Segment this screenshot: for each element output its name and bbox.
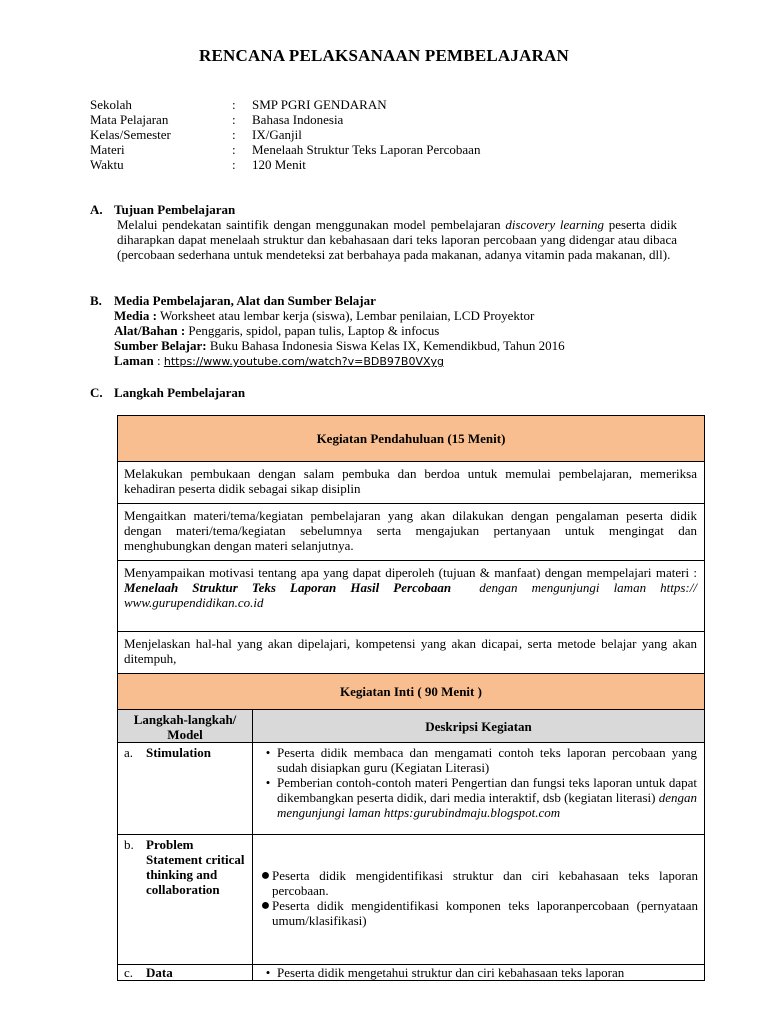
section-title: Tujuan Pembelajaran <box>114 202 236 217</box>
section-letter: A. <box>90 202 103 217</box>
laman-sep: : <box>153 353 164 368</box>
pendahuluan-activity-2: Mengaitkan materi/tema/kegiatan pembelajaran yang akan dilakukan dengan pengalaman peserta didik dengan materi/tema/kegiatan sebelumnya serta mengajukan pertanyaan untuk mengingat dan menghubungkan dengan materi selanjutnya. <box>118 503 704 560</box>
identity-row-material <box>90 142 480 157</box>
pendahuluan-header: Kegiatan Pendahuluan (15 Menit) <box>118 416 704 461</box>
bullet-icon: ● <box>260 867 271 884</box>
step-name: Stimulation <box>146 745 212 760</box>
identity-row-subject <box>90 112 480 127</box>
learning-steps-table <box>117 415 705 981</box>
laman-line <box>114 353 684 368</box>
step-letter: b. <box>124 837 134 852</box>
bullet-text: Peserta didik mengidentifikasi struktur dan ciri kebahasaan teks laporan percobaan. <box>272 868 698 898</box>
pendahuluan-activity-1: Melakukan pembukaan dengan salam pembuka dan berdoa untuk memulai pembelajaran, memeriksa kehadiran peserta didik sebagai sikap disiplin <box>118 461 704 503</box>
identity-value: Bahasa Indonesia <box>252 112 344 127</box>
step-name: Data <box>146 965 173 980</box>
bullet-icon: ● <box>260 897 271 914</box>
bullet-icon: • <box>265 965 271 980</box>
laman-label: Laman <box>114 353 154 368</box>
section-title: Langkah Pembelajaran <box>114 385 246 400</box>
step-description-cell <box>253 965 704 980</box>
material-title: Menelaah Struktur Teks Laporan Hasil Percobaan <box>124 580 452 595</box>
alat-line <box>114 323 684 338</box>
step-row-problem-statement <box>118 834 704 964</box>
sumber-value: Buku Bahasa Indonesia Siswa Kelas IX, Kemendikbud, Tahun 2016 <box>206 338 565 353</box>
document-title: RENCANA PELAKSANAAN PEMBELAJARAN <box>198 46 570 65</box>
sumber-line <box>114 338 684 353</box>
identity-colon: : <box>232 112 236 127</box>
step-description-cell <box>253 743 704 834</box>
step-label-cell <box>118 965 253 980</box>
section-b-heading <box>90 293 376 308</box>
step-letter: c. <box>124 965 134 980</box>
section-a-italic-text: discovery learning <box>505 217 604 232</box>
step-name: Problem Statement critical thinking and collaboration <box>146 837 245 897</box>
section-c-heading <box>90 385 245 400</box>
section-a-text-cont: peserta didik diharapkan dapat menelaah struktur dan kebahasaan dari teks laporan percobaan yang didengar atau dibaca (percobaan sederhana untuk mendeteksi zat berbahaya pada makanan, adanya vitamin pada makanan, dll). <box>117 217 677 262</box>
section-title: Media Pembelajaran, Alat dan Sumber Belajar <box>114 293 376 308</box>
inti-column-headers <box>118 709 704 742</box>
bullet-text: Peserta didik membaca dan mengamati contoh teks laporan percobaan yang sudah disiapkan guru (Kegiatan Literasi) <box>277 745 697 775</box>
bullet-text: Peserta didik mengidentifikasi komponen teks laporanpercobaan (pernyataan umum/klasifikasi) <box>272 898 698 928</box>
media-line <box>114 308 684 323</box>
identity-row-time <box>90 157 480 172</box>
alat-value: Penggaris, spidol, papan tulis, Laptop & infocus <box>185 323 440 338</box>
identity-label: Materi <box>90 142 125 157</box>
inti-header: Kegiatan Inti ( 90 Menit ) <box>118 673 704 709</box>
bullet-item <box>259 745 697 775</box>
sumber-label: Sumber Belajar: <box>114 338 207 353</box>
identity-value: IX/Ganjil <box>252 127 302 142</box>
pendahuluan-activity-3 <box>118 560 704 631</box>
step-label <box>124 745 246 760</box>
identity-row-class <box>90 127 480 142</box>
identity-colon: : <box>232 142 236 157</box>
section-a-body <box>117 217 677 262</box>
motivation-text: Menyampaikan motivasi tentang apa yang dapat diperoleh (tujuan & manfaat) dengan mempelajari materi : <box>124 565 697 580</box>
bullet-item <box>259 898 698 928</box>
media-label: Media : <box>114 308 157 323</box>
step-label <box>124 837 246 897</box>
identity-colon: : <box>232 97 236 112</box>
identity-colon: : <box>232 127 236 142</box>
step-row-stimulation <box>118 742 704 834</box>
bullet-item <box>259 775 697 820</box>
step-row-data <box>118 964 704 980</box>
identity-label: Sekolah <box>90 97 132 112</box>
step-description-cell <box>253 835 704 964</box>
col-header-steps: Langkah-langkah/ Model <box>118 710 253 742</box>
identity-value: 120 Menit <box>252 157 306 172</box>
identity-label: Waktu <box>90 157 124 172</box>
section-letter: C. <box>90 385 103 400</box>
bullet-item <box>259 868 698 898</box>
identity-table <box>90 97 480 172</box>
step-label-cell <box>118 835 253 964</box>
step-letter: a. <box>124 745 134 760</box>
identity-row-school <box>90 97 480 112</box>
identity-label: Mata Pelajaran <box>90 112 169 127</box>
col-header-description: Deskripsi Kegiatan <box>425 718 532 734</box>
step-label-cell <box>118 743 253 834</box>
identity-value: Menelaah Struktur Teks Laporan Percobaan <box>252 142 481 157</box>
section-a-text: Melalui pendekatan saintifik dengan menggunakan model pembelajaran <box>117 217 506 232</box>
pendahuluan-activity-4: Menjelaskan hal-hal yang akan dipelajari, kompetensi yang akan dicapai, serta metode belajar yang akan ditempuh, <box>118 631 704 673</box>
bullet-icon: • <box>265 745 271 760</box>
guru-link-text: dengan mengunjungi laman https:// www.gurupendidikan.co.id <box>124 580 701 610</box>
media-value: Worksheet atau lembar kerja (siswa), Lembar penilaian, LCD Proyektor <box>156 308 535 323</box>
alat-label: Alat/Bahan : <box>114 323 186 338</box>
bullet-icon: • <box>265 775 271 790</box>
step-label <box>124 965 246 980</box>
section-a-heading <box>90 202 235 217</box>
bullet-text: Peserta didik mengetahui struktur dan ciri kebahasaan teks laporan <box>277 965 625 980</box>
bullet-text: Pemberian contoh-contoh materi Pengertian dan fungsi teks laporan untuk dapat dikembangkan peserta didik, dari media interaktif, dsb (kegiatan literasi) <box>277 775 697 805</box>
identity-colon: : <box>232 157 236 172</box>
section-b-body <box>114 308 684 368</box>
section-letter: B. <box>90 293 102 308</box>
youtube-link[interactable]: https://www.youtube.com/watch?v=BDB97B0VXyg <box>163 355 444 368</box>
blog-link-text: dengan mengunjungi laman https:gurubindmaju.blogspot.com <box>277 790 697 820</box>
identity-value: SMP PGRI GENDARAN <box>252 97 387 112</box>
identity-label: Kelas/Semester <box>90 127 171 142</box>
bullet-item <box>259 965 698 980</box>
